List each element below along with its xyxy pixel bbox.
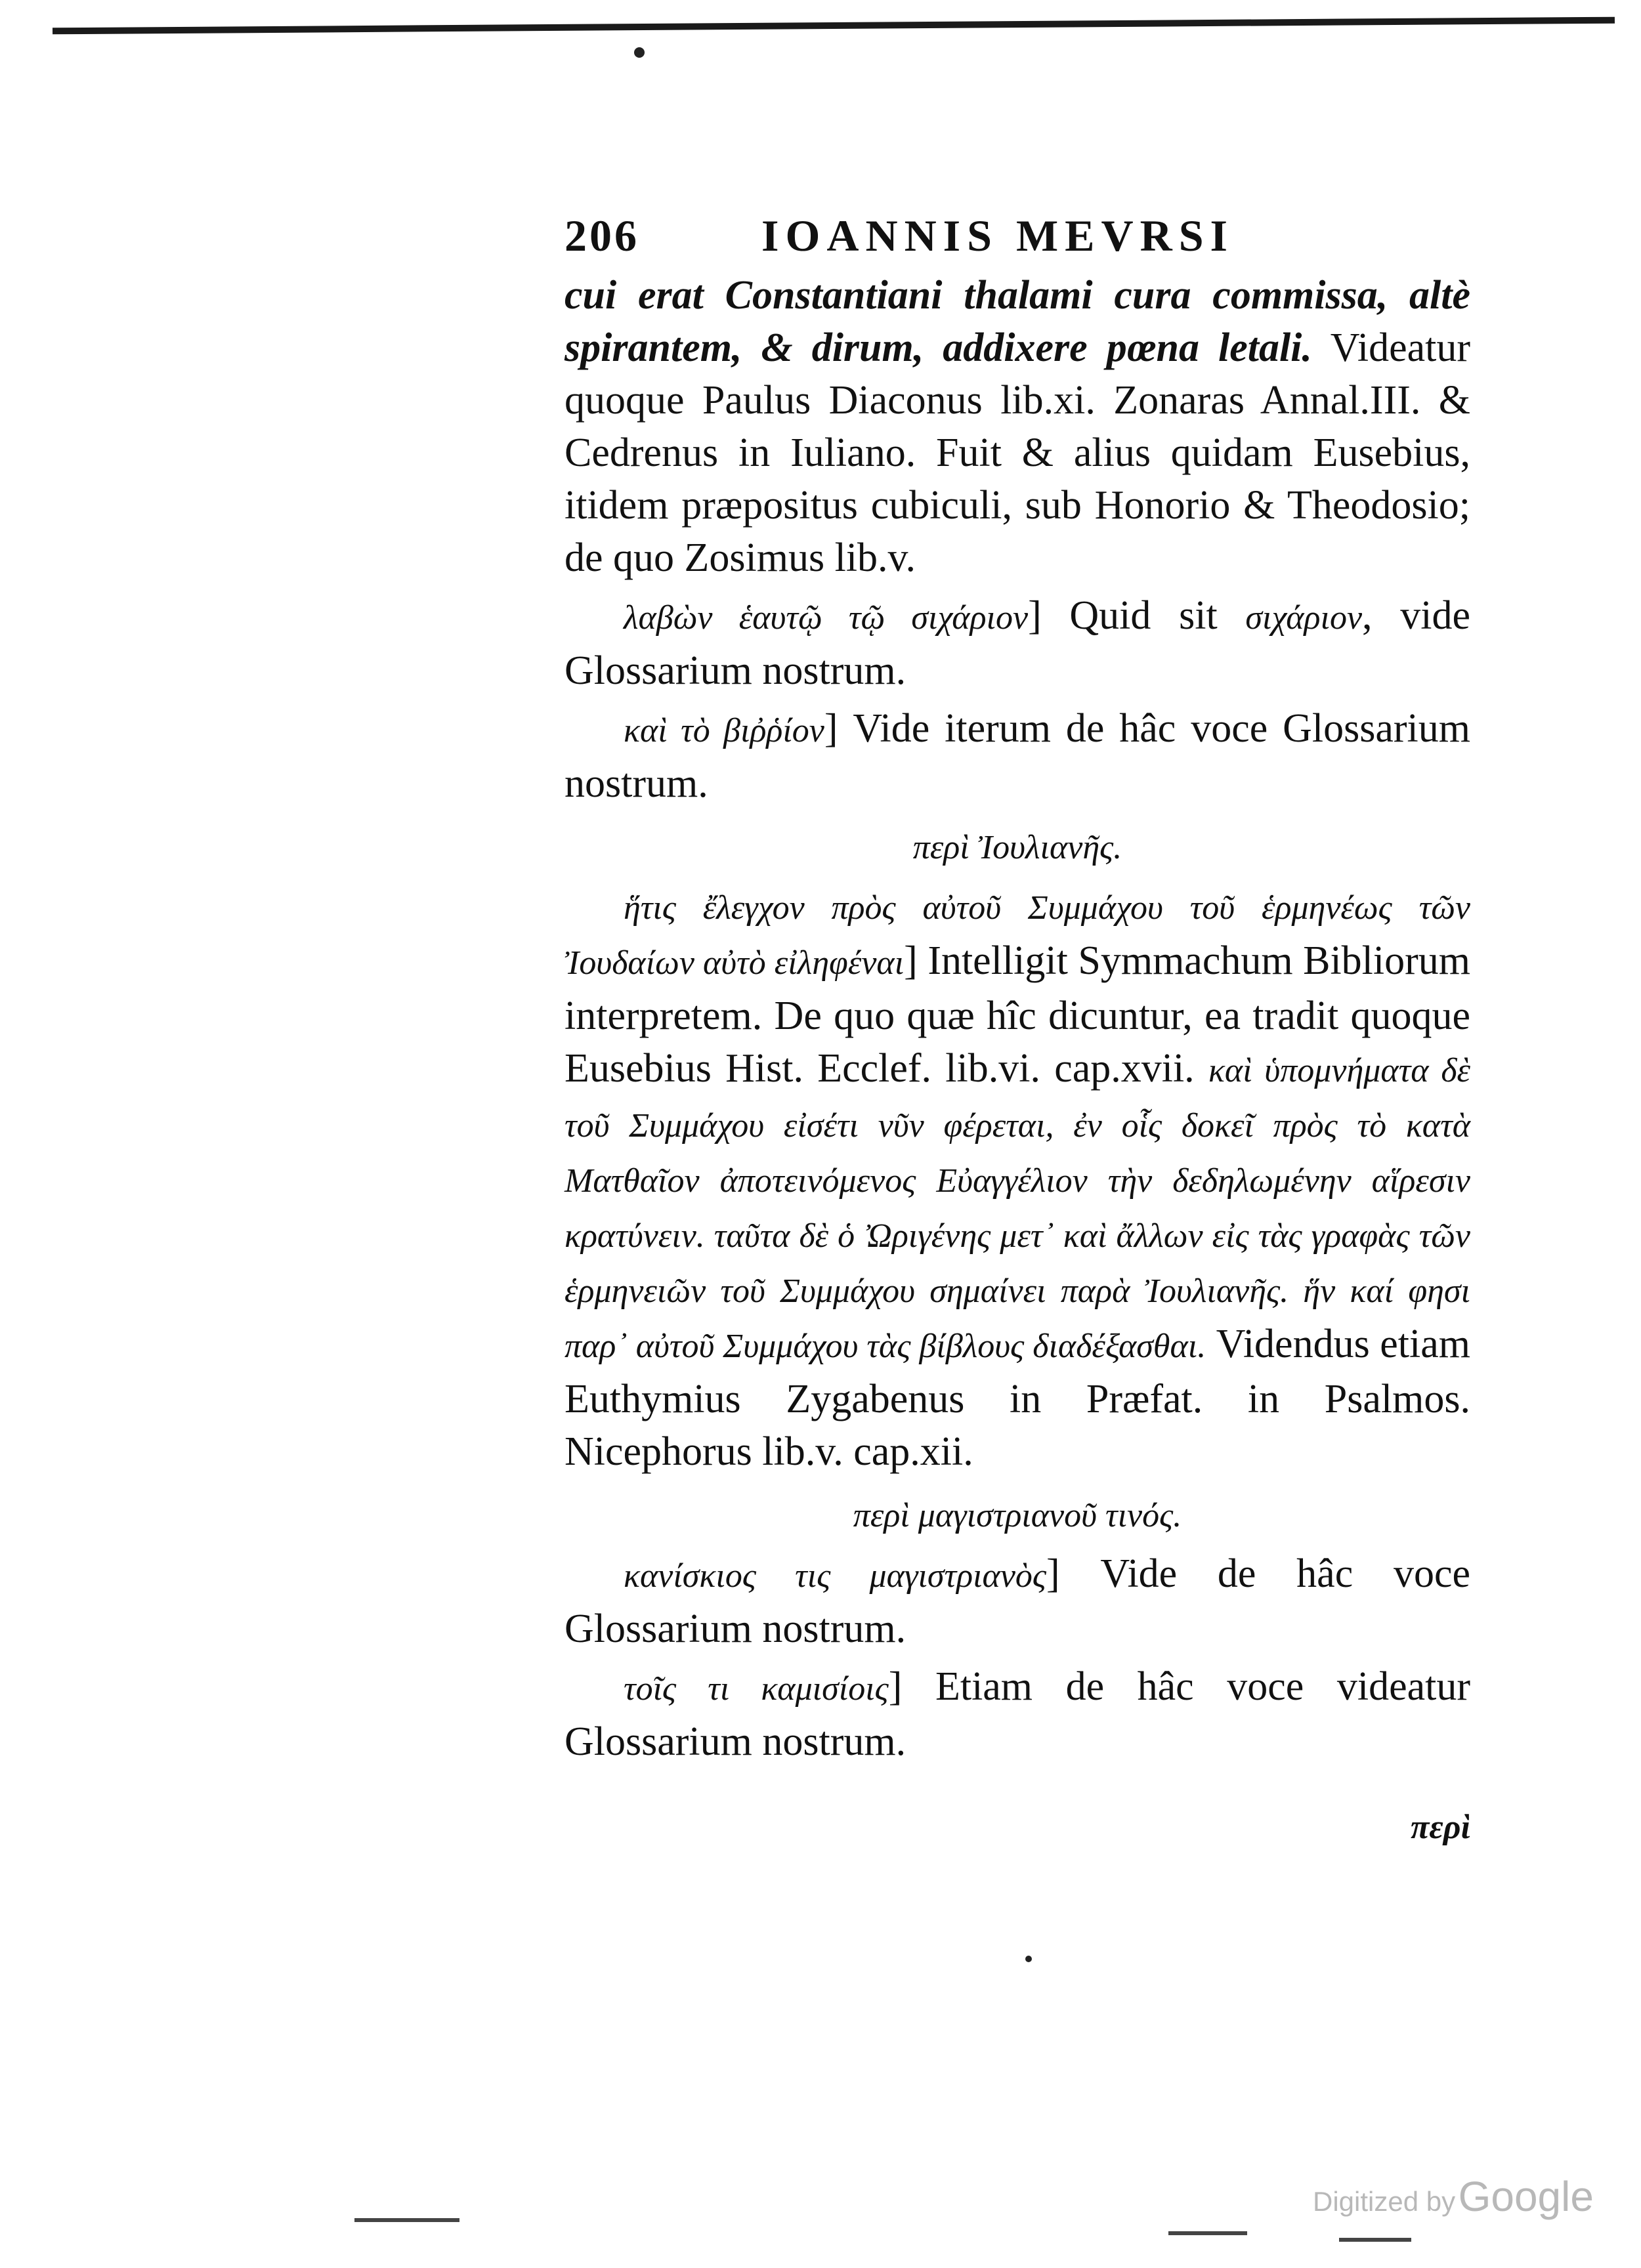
lemma-paragraph	[565, 1660, 1470, 1768]
greek-text: σιχάριον	[1245, 599, 1363, 637]
ink-speck	[1025, 1956, 1032, 1962]
catchword: περὶ	[1411, 1809, 1470, 1846]
greek-text: περὶ μαγιστριανοῦ τινός.	[853, 1497, 1182, 1534]
bottom-scan-mark	[354, 2218, 459, 2222]
bottom-scan-mark	[1168, 2231, 1247, 2235]
latin-text: ] Intelligit Symmachum Bibliorum interpretem. De quo quæ hîc dicuntur, ea tradit quoque Eusebius Hist. Ecclef. lib.vi. cap.xvii.	[565, 938, 1470, 1091]
latin-text: Videatur quoque Paulus Diaconus lib.xi. Zonaras Annal.III. & Cedrenus in Iuliano. Fuit & alius quidam Eusebius, itidem præpositus cubiculi, sub Honorio & Theodosio; de quo Zosimus lib.v.	[565, 326, 1470, 580]
running-head-title: IOANNIS MEVRSI	[761, 211, 1234, 261]
lemma-paragraph	[565, 702, 1470, 810]
latin-text: ] Quid sit	[1028, 593, 1246, 638]
latin-text: , vide Glossarium nostrum.	[565, 593, 1470, 693]
lemma-paragraph	[565, 879, 1470, 1478]
text-paragraph	[565, 269, 1470, 584]
google-logo-text: Google	[1458, 2173, 1594, 2220]
greek-text: κανίσκιος τις μαγιστριανὸς	[624, 1557, 1047, 1595]
section-heading	[565, 1487, 1470, 1542]
greek-text: ἥτις ἔλεγχον πρὸς αὐτοῦ Συμμάχου τοῦ ἑρμηνέως τῶν Ἰουδαίων αὐτὸ εἰληφέναι	[565, 889, 1470, 982]
greek-text: περὶ Ἰουλιανῆς.	[912, 829, 1122, 866]
running-header	[565, 210, 1470, 269]
page-number: 206	[565, 211, 639, 261]
greek-text: καὶ τὸ βιῤῥίον	[624, 712, 824, 749]
bottom-scan-mark	[1339, 2238, 1411, 2242]
greek-text: καὶ ὑπομνήματα δὲ τοῦ Συμμάχου εἰσέτι νῦν φέρεται, ἐν οἷς δοκεῖ πρὸς τὸ κατὰ Ματθαῖον ἀποτεινόμενος Εὐαγγέλιον τὴν δεδηλωμένην αἵρεσιν κρατύνειν. ταῦτα δὲ ὁ Ὠριγένης μετ᾽ καὶ ἄλλων εἰς τὰς γραφὰς τῶν ἑρμηνειῶν τοῦ Συμμάχου σημαίνει παρὰ Ἰουλιανῆς. ἥν καί φησι παρ᾽ αὐτοῦ Συμμάχου τὰς βίβλους διαδέξασθαι.	[565, 1052, 1470, 1365]
latin-text: ] Vide de hâc voce Glossarium nostrum.	[565, 1551, 1470, 1651]
latin-text: Videndus etiam Euthymius Zygabenus in Præfat. in Psalmos. Nicephorus lib.v. cap.xii.	[565, 1322, 1470, 1474]
book-page	[565, 210, 1470, 1846]
greek-text: τοῖς τι καμισίοις	[624, 1670, 889, 1708]
digitized-label: Digitized by	[1313, 2186, 1456, 2217]
top-border-line	[53, 17, 1615, 35]
italic-quote: cui erat Constantiani thalami cura commissa, altè spirantem, & dirum, addixere pœna letali.	[565, 273, 1470, 370]
body-text	[565, 269, 1470, 1768]
greek-text: λαβὼν ἑαυτῷ τῷ σιχάριον	[624, 599, 1029, 637]
digitized-by-watermark	[1313, 2172, 1594, 2221]
section-heading	[565, 819, 1470, 874]
lemma-paragraph	[565, 589, 1470, 697]
ink-speck	[634, 47, 645, 58]
latin-text: ] Etiam de hâc voce videatur Glossarium nostrum.	[565, 1664, 1470, 1764]
lemma-paragraph	[565, 1547, 1470, 1655]
latin-text: ] Vide iterum de hâc voce Glossarium nostrum.	[565, 706, 1470, 806]
